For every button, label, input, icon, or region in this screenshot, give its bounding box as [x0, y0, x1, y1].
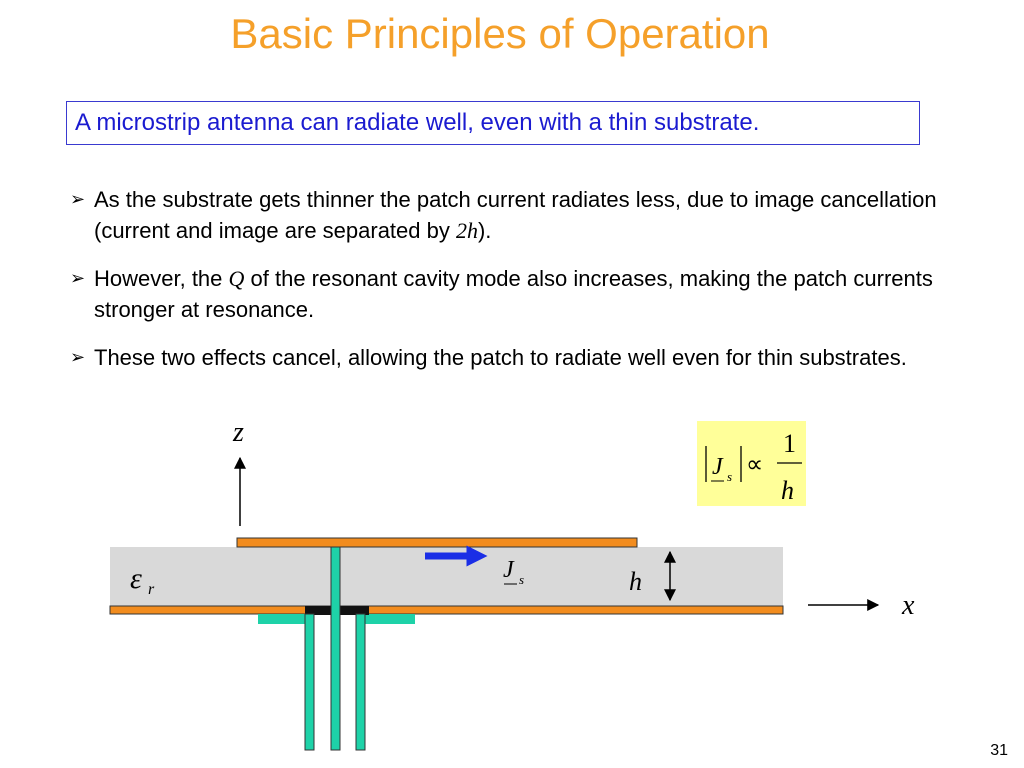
formula-operator: ∝ — [746, 452, 764, 478]
bullet-symbol: Q — [228, 266, 245, 291]
coax-outer-right — [356, 614, 365, 750]
ground-plane — [110, 606, 783, 614]
coax-flange-right — [365, 614, 415, 624]
epsilon-subscript: r — [148, 581, 155, 598]
bullet-arrow-icon: ➢ — [70, 268, 86, 289]
current-subscript: s — [519, 572, 525, 587]
coax-outer-left — [305, 614, 314, 750]
page-number: 31 — [990, 742, 1008, 759]
formula-denominator: h — [781, 476, 794, 505]
coax-flange-left — [258, 614, 308, 624]
bullet-text: As the substrate gets thinner the patch current radiates less, due to image cancellation (current and image are separated by — [94, 187, 937, 243]
bullet-arrow-icon: ➢ — [70, 189, 86, 210]
h-label: h — [629, 567, 642, 596]
x-axis-label: x — [902, 590, 915, 621]
bullet-symbol: 2h — [455, 218, 478, 243]
formula-lhs: J — [712, 454, 723, 480]
callout-text: A microstrip antenna can radiate well, even with a thin substrate. — [75, 109, 760, 136]
formula-lhs-subscript: s — [727, 469, 733, 484]
feed-probe — [331, 547, 340, 750]
bullet-text-end: ). — [477, 218, 492, 243]
bullet-text: However, the — [94, 266, 229, 291]
formula-numerator: 1 — [783, 429, 796, 458]
bullet-arrow-icon: ➢ — [70, 347, 86, 368]
current-label: J — [503, 557, 514, 583]
z-axis-label: z — [233, 417, 244, 448]
slide-title: Basic Principles of Operation — [230, 10, 770, 57]
bullet-text-end: of the resonant cavity mode also increases, making the patch currents stronger at resonance. — [94, 266, 933, 322]
epsilon-symbol: ε — [130, 562, 142, 595]
patch — [237, 538, 637, 547]
bullet-text: These two effects cancel, allowing the patch to radiate well even for thin substrates. — [94, 345, 907, 370]
